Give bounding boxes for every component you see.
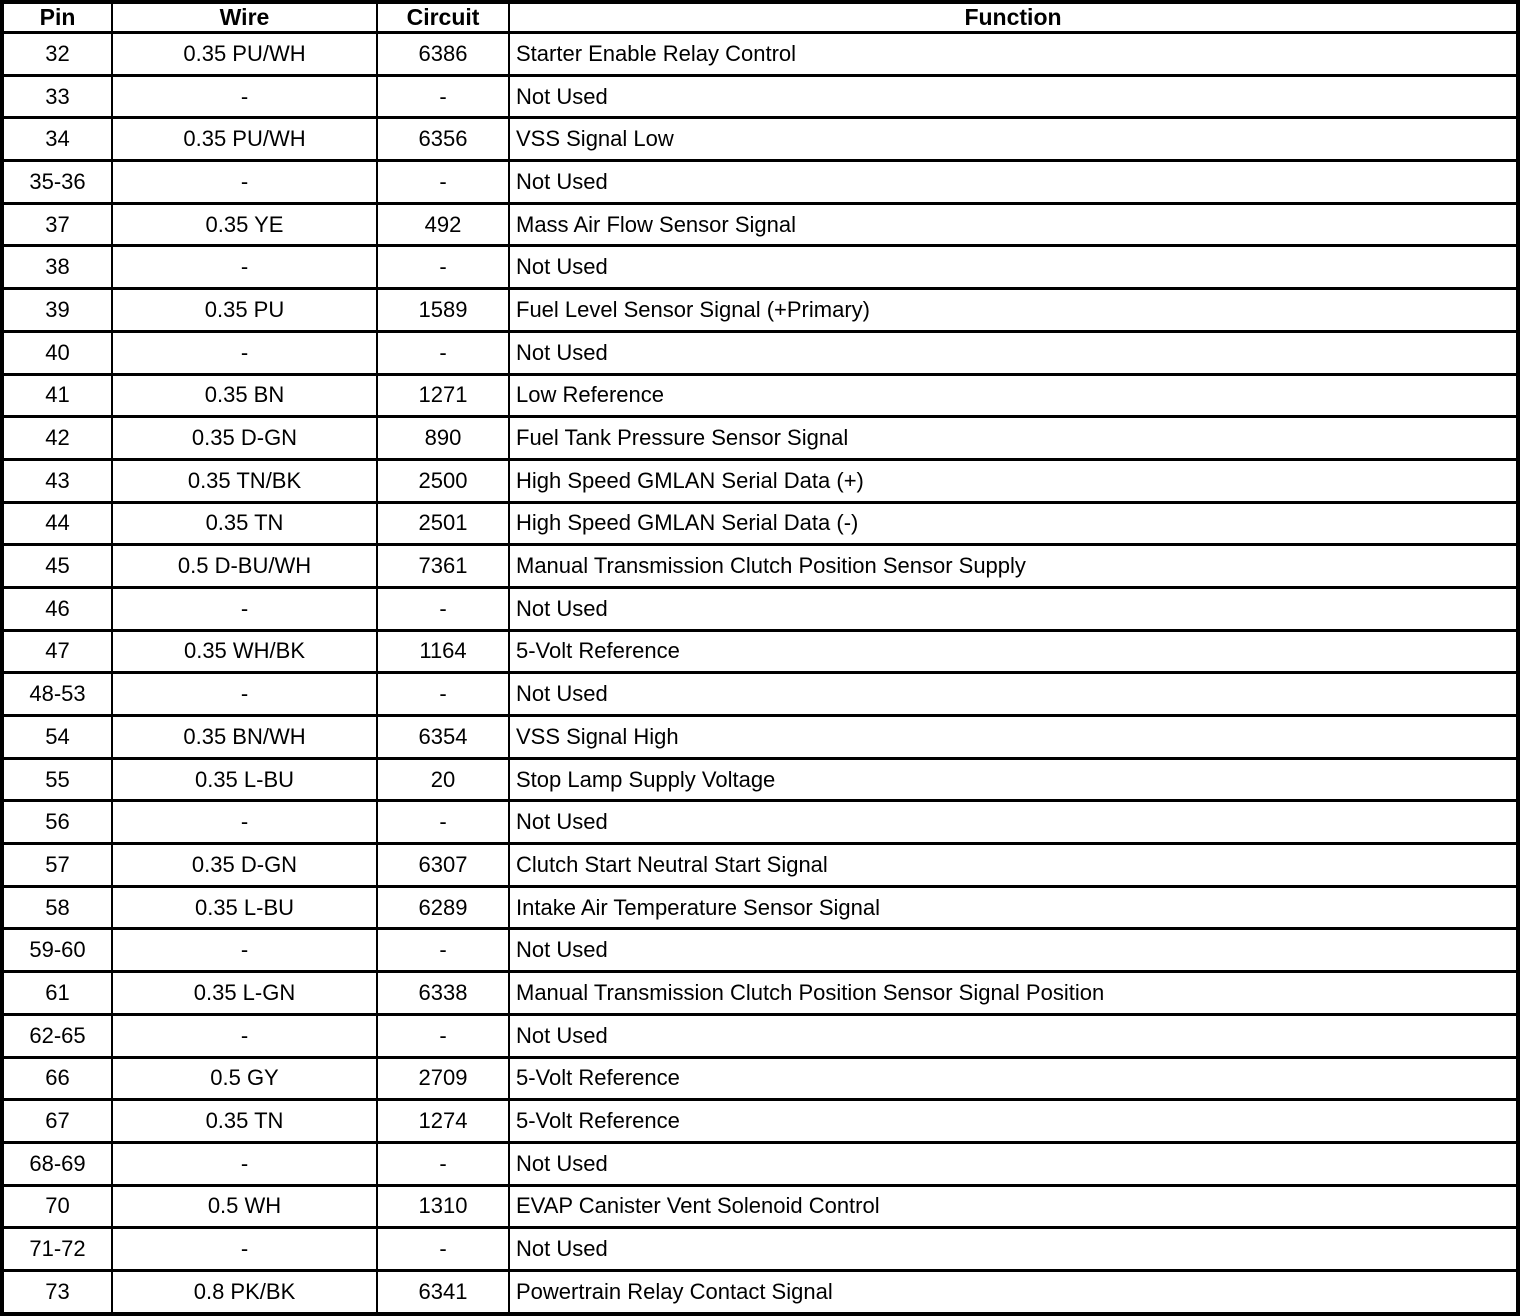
cell-function: Not Used xyxy=(509,801,1518,844)
cell-function: 5-Volt Reference xyxy=(509,1100,1518,1143)
cell-circuit: - xyxy=(377,331,509,374)
cell-pin: 40 xyxy=(2,331,112,374)
table-row xyxy=(2,1185,1518,1228)
cell-function: Intake Air Temperature Sensor Signal xyxy=(509,886,1518,929)
cell-circuit: 6307 xyxy=(377,844,509,887)
table-row xyxy=(2,545,1518,588)
cell-wire: 0.35 PU xyxy=(112,289,377,332)
cell-function: Powertrain Relay Contact Signal xyxy=(509,1270,1518,1314)
cell-circuit: - xyxy=(377,587,509,630)
cell-circuit: 492 xyxy=(377,203,509,246)
cell-circuit: - xyxy=(377,673,509,716)
cell-function: Manual Transmission Clutch Position Sensor Supply xyxy=(509,545,1518,588)
table-row xyxy=(2,716,1518,759)
cell-wire: 0.5 WH xyxy=(112,1185,377,1228)
cell-wire: - xyxy=(112,331,377,374)
cell-pin: 61 xyxy=(2,972,112,1015)
header-pin: Pin xyxy=(2,2,112,33)
table-row xyxy=(2,630,1518,673)
cell-pin: 67 xyxy=(2,1100,112,1143)
cell-wire: 0.5 GY xyxy=(112,1057,377,1100)
cell-pin: 34 xyxy=(2,118,112,161)
table-row xyxy=(2,1057,1518,1100)
cell-wire: - xyxy=(112,75,377,118)
cell-circuit: - xyxy=(377,161,509,204)
cell-function: Manual Transmission Clutch Position Sensor Signal Position xyxy=(509,972,1518,1015)
table-row xyxy=(2,929,1518,972)
cell-pin: 73 xyxy=(2,1270,112,1314)
cell-function: Not Used xyxy=(509,1142,1518,1185)
table-row xyxy=(2,673,1518,716)
table-row xyxy=(2,587,1518,630)
cell-wire: - xyxy=(112,929,377,972)
cell-wire: 0.35 WH/BK xyxy=(112,630,377,673)
cell-wire: 0.35 TN xyxy=(112,1100,377,1143)
cell-wire: 0.35 PU/WH xyxy=(112,33,377,76)
cell-circuit: - xyxy=(377,1014,509,1057)
cell-function: Not Used xyxy=(509,673,1518,716)
cell-function: Stop Lamp Supply Voltage xyxy=(509,758,1518,801)
header-wire: Wire xyxy=(112,2,377,33)
header-function: Function xyxy=(509,2,1518,33)
cell-function: Fuel Tank Pressure Sensor Signal xyxy=(509,417,1518,460)
cell-wire: - xyxy=(112,1142,377,1185)
cell-pin: 56 xyxy=(2,801,112,844)
cell-circuit: - xyxy=(377,75,509,118)
cell-circuit: - xyxy=(377,929,509,972)
table-header-row xyxy=(2,2,1518,33)
table-row xyxy=(2,502,1518,545)
cell-function: Low Reference xyxy=(509,374,1518,417)
cell-wire: 0.35 BN xyxy=(112,374,377,417)
cell-pin: 38 xyxy=(2,246,112,289)
table-row xyxy=(2,1270,1518,1314)
cell-pin: 54 xyxy=(2,716,112,759)
table-row xyxy=(2,33,1518,76)
cell-function: 5-Volt Reference xyxy=(509,1057,1518,1100)
cell-wire: 0.35 L-BU xyxy=(112,758,377,801)
cell-circuit: 1271 xyxy=(377,374,509,417)
table-row xyxy=(2,1142,1518,1185)
table-row xyxy=(2,801,1518,844)
cell-pin: 33 xyxy=(2,75,112,118)
header-circuit: Circuit xyxy=(377,2,509,33)
cell-circuit: 890 xyxy=(377,417,509,460)
table-row xyxy=(2,886,1518,929)
table-row xyxy=(2,75,1518,118)
cell-circuit: - xyxy=(377,246,509,289)
table-row xyxy=(2,972,1518,1015)
cell-function: Fuel Level Sensor Signal (+Primary) xyxy=(509,289,1518,332)
table-row xyxy=(2,374,1518,417)
cell-wire: 0.35 BN/WH xyxy=(112,716,377,759)
table-row xyxy=(2,331,1518,374)
cell-pin: 47 xyxy=(2,630,112,673)
cell-pin: 57 xyxy=(2,844,112,887)
cell-circuit: 2709 xyxy=(377,1057,509,1100)
cell-function: VSS Signal Low xyxy=(509,118,1518,161)
cell-circuit: 6386 xyxy=(377,33,509,76)
cell-wire: 0.5 D-BU/WH xyxy=(112,545,377,588)
cell-pin: 46 xyxy=(2,587,112,630)
cell-wire: - xyxy=(112,1014,377,1057)
cell-function: Not Used xyxy=(509,161,1518,204)
cell-wire: 0.35 YE xyxy=(112,203,377,246)
table-row xyxy=(2,844,1518,887)
cell-function: Not Used xyxy=(509,1228,1518,1271)
cell-pin: 44 xyxy=(2,502,112,545)
cell-circuit: 2501 xyxy=(377,502,509,545)
cell-pin: 32 xyxy=(2,33,112,76)
cell-function: Clutch Start Neutral Start Signal xyxy=(509,844,1518,887)
cell-circuit: 1274 xyxy=(377,1100,509,1143)
cell-wire: - xyxy=(112,161,377,204)
cell-function: Not Used xyxy=(509,246,1518,289)
cell-pin: 68-69 xyxy=(2,1142,112,1185)
pinout-table-body xyxy=(2,33,1518,1315)
cell-function: Not Used xyxy=(509,1014,1518,1057)
cell-wire: 0.35 L-GN xyxy=(112,972,377,1015)
cell-circuit: 6289 xyxy=(377,886,509,929)
cell-wire: - xyxy=(112,246,377,289)
cell-pin: 48-53 xyxy=(2,673,112,716)
table-row xyxy=(2,1014,1518,1057)
cell-circuit: 6338 xyxy=(377,972,509,1015)
cell-pin: 70 xyxy=(2,1185,112,1228)
cell-function: Not Used xyxy=(509,587,1518,630)
cell-circuit: 6354 xyxy=(377,716,509,759)
cell-wire: 0.35 D-GN xyxy=(112,417,377,460)
cell-wire: 0.35 L-BU xyxy=(112,886,377,929)
table-row xyxy=(2,289,1518,332)
cell-wire: 0.35 PU/WH xyxy=(112,118,377,161)
cell-function: VSS Signal High xyxy=(509,716,1518,759)
cell-wire: - xyxy=(112,801,377,844)
cell-pin: 71-72 xyxy=(2,1228,112,1271)
cell-function: Not Used xyxy=(509,75,1518,118)
cell-circuit: - xyxy=(377,1142,509,1185)
cell-circuit: 1310 xyxy=(377,1185,509,1228)
cell-wire: 0.35 TN/BK xyxy=(112,459,377,502)
cell-circuit: 7361 xyxy=(377,545,509,588)
cell-pin: 35-36 xyxy=(2,161,112,204)
cell-wire: - xyxy=(112,1228,377,1271)
cell-pin: 37 xyxy=(2,203,112,246)
table-row xyxy=(2,246,1518,289)
cell-wire: 0.35 TN xyxy=(112,502,377,545)
cell-pin: 41 xyxy=(2,374,112,417)
cell-function: Not Used xyxy=(509,331,1518,374)
cell-pin: 45 xyxy=(2,545,112,588)
cell-wire: 0.35 D-GN xyxy=(112,844,377,887)
table-row xyxy=(2,417,1518,460)
cell-pin: 43 xyxy=(2,459,112,502)
cell-pin: 62-65 xyxy=(2,1014,112,1057)
cell-circuit: 1164 xyxy=(377,630,509,673)
table-row xyxy=(2,161,1518,204)
cell-circuit: - xyxy=(377,801,509,844)
cell-wire: - xyxy=(112,673,377,716)
cell-circuit: 20 xyxy=(377,758,509,801)
cell-function: Mass Air Flow Sensor Signal xyxy=(509,203,1518,246)
cell-function: High Speed GMLAN Serial Data (+) xyxy=(509,459,1518,502)
cell-wire: 0.8 PK/BK xyxy=(112,1270,377,1314)
cell-function: Starter Enable Relay Control xyxy=(509,33,1518,76)
cell-pin: 59-60 xyxy=(2,929,112,972)
cell-function: High Speed GMLAN Serial Data (-) xyxy=(509,502,1518,545)
cell-circuit: 6356 xyxy=(377,118,509,161)
table-row xyxy=(2,1228,1518,1271)
cell-pin: 66 xyxy=(2,1057,112,1100)
cell-circuit: - xyxy=(377,1228,509,1271)
cell-pin: 42 xyxy=(2,417,112,460)
table-row xyxy=(2,758,1518,801)
table-row xyxy=(2,459,1518,502)
table-row xyxy=(2,118,1518,161)
cell-circuit: 2500 xyxy=(377,459,509,502)
table-row xyxy=(2,1100,1518,1143)
cell-function: 5-Volt Reference xyxy=(509,630,1518,673)
cell-pin: 58 xyxy=(2,886,112,929)
cell-wire: - xyxy=(112,587,377,630)
cell-function: EVAP Canister Vent Solenoid Control xyxy=(509,1185,1518,1228)
table-row xyxy=(2,203,1518,246)
cell-circuit: 6341 xyxy=(377,1270,509,1314)
cell-pin: 39 xyxy=(2,289,112,332)
cell-circuit: 1589 xyxy=(377,289,509,332)
cell-pin: 55 xyxy=(2,758,112,801)
cell-function: Not Used xyxy=(509,929,1518,972)
